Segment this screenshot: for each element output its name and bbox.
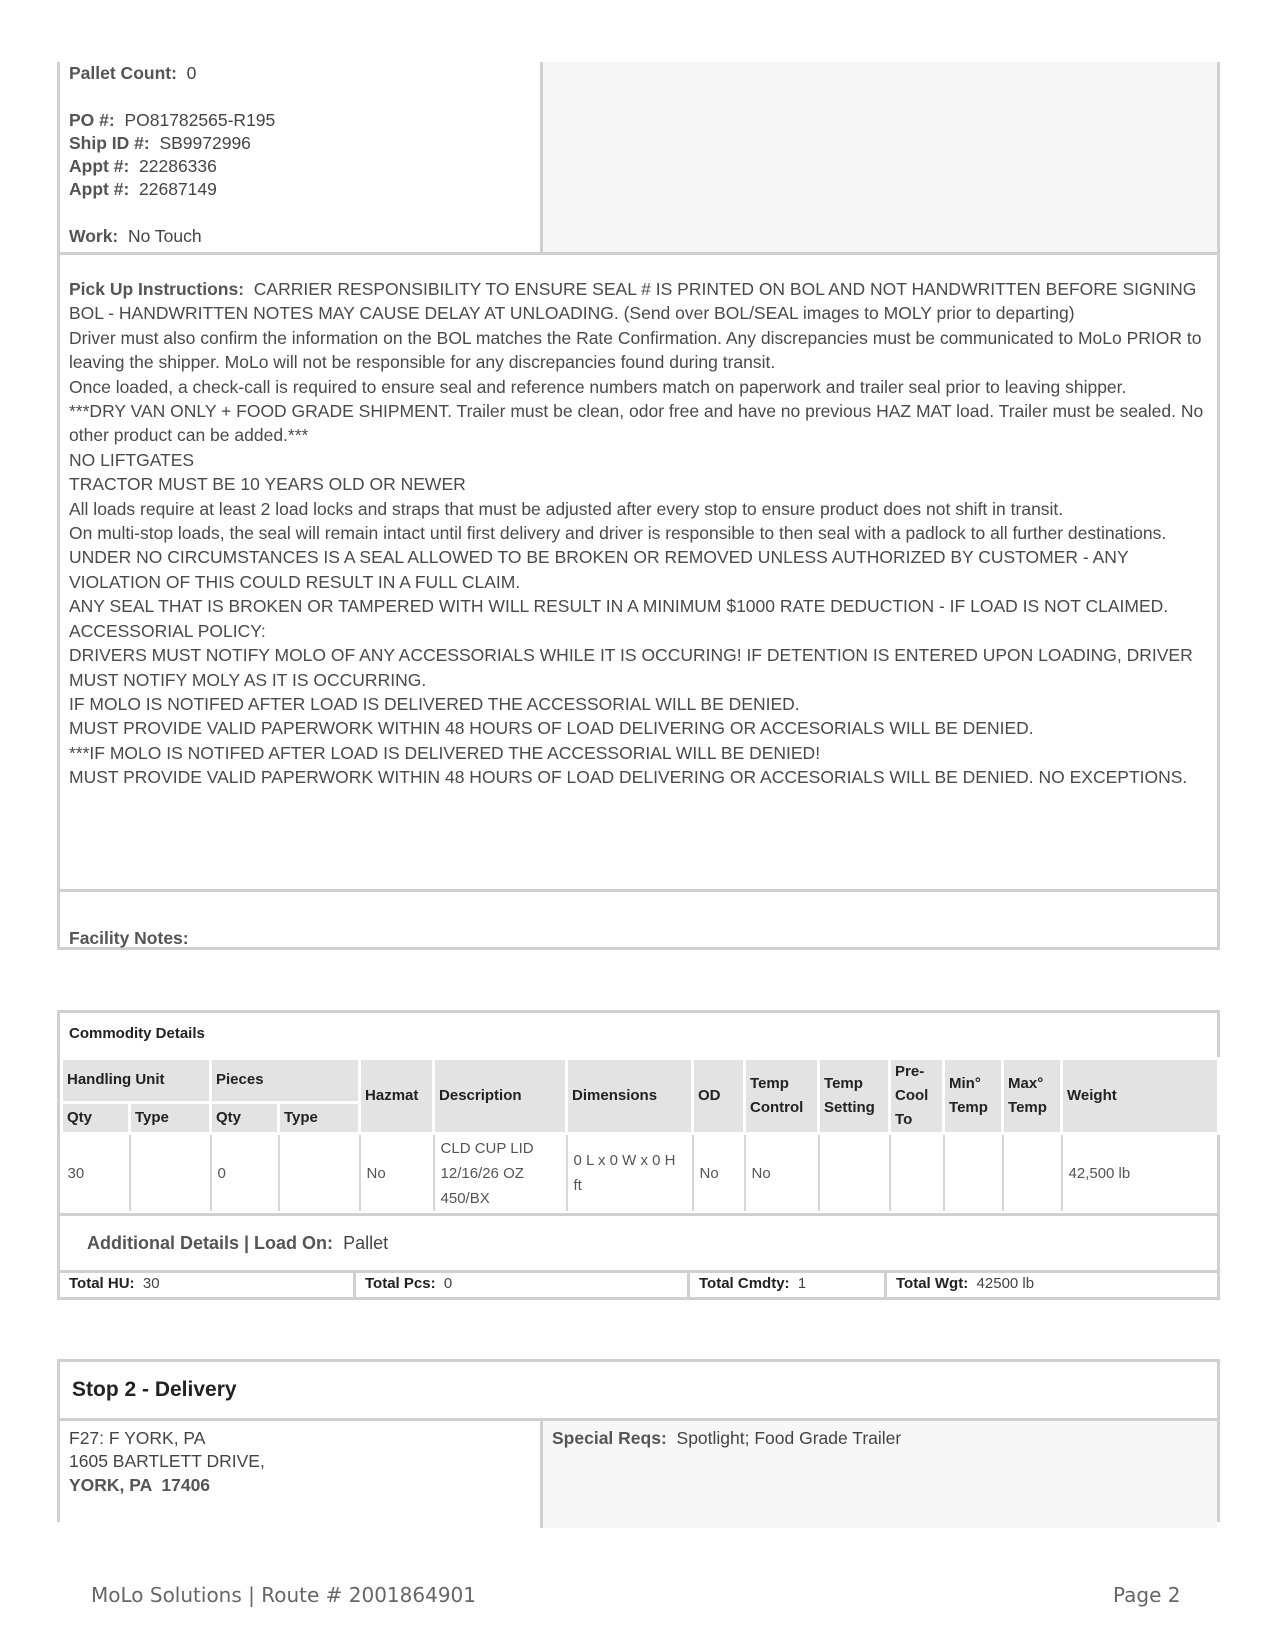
pre-cool-header: Pre-Cool To xyxy=(890,1059,944,1134)
instruction-line: Once loaded, a check-call is required to ensure seal and reference numbers match on paperwork and trailer seal prior to leaving shipper. xyxy=(69,376,1127,397)
instruction-line: On multi-stop loads, the seal will remain intact until first delivery and driver is responsible to then seal with a padlock to all further destinations. xyxy=(69,523,1167,544)
instruction-line: Driver must also confirm the information on the BOL matches the Rate Confirmation. Any discrepancies must be communicated to MoLo PRIOR to leaving the shipper. MoLo will not be responsible for any discrepancies found during transit. xyxy=(69,327,1202,373)
pcs-qty-header: Qty xyxy=(211,1102,279,1133)
min-temp-header: Min° Temp xyxy=(944,1059,1003,1134)
hu-type-header: Type xyxy=(130,1102,211,1133)
weight-header: Weight xyxy=(1062,1059,1219,1134)
special-reqs-value: Spotlight; Food Grade Trailer xyxy=(676,1428,902,1448)
instructions-label: Pick Up Instructions: xyxy=(69,279,245,299)
special-reqs-label: Special Reqs: xyxy=(552,1428,667,1448)
total-cmdty-value: 1 xyxy=(797,1275,807,1292)
temp-setting-cell xyxy=(819,1134,890,1212)
additional-details-text xyxy=(87,1233,388,1254)
work-row xyxy=(69,225,540,248)
weight-cell: 42,500 lb xyxy=(1068,1164,1131,1182)
stop2-body xyxy=(60,1418,1217,1528)
pcs-type-header: Type xyxy=(279,1102,360,1133)
instruction-line: All loads require at least 2 load locks and straps that must be adjusted after every stop to ensure product does not shift in transit. xyxy=(69,498,1064,519)
page-number: Page 2 xyxy=(1113,1583,1181,1607)
pcs-qty-cell: 0 xyxy=(211,1134,279,1212)
footer-route: MoLo Solutions | Route # 2001864901 xyxy=(91,1583,476,1607)
od-cell: No xyxy=(693,1134,745,1212)
instruction-line: MUST PROVIDE VALID PAPERWORK WITHIN 48 HOURS OF LOAD DELIVERING OR ACCESORIALS WILL BE DENIED. NO EXCEPTIONS. xyxy=(69,767,1188,788)
pallet-count-label: Pallet Count: xyxy=(69,63,177,83)
dimensions-header: Dimensions xyxy=(567,1059,693,1134)
temp-control-header: Temp Control xyxy=(745,1059,819,1134)
total-wgt xyxy=(887,1270,1217,1297)
ship-id-label: Ship ID #: xyxy=(69,132,150,153)
additional-details-label: Additional Details | Load On: xyxy=(87,1233,334,1253)
total-hu xyxy=(60,1270,356,1297)
instructions-first-text: CARRIER RESPONSIBILITY TO ENSURE SEAL # IS PRINTED ON BOL AND NOT HANDWRITTEN BEFORE SIGNING BOL - HANDWRITTEN NOTES MAY CAUSE DELAY AT UNLOADING. (Send over BOL/SEAL images to MOLY prior to departing) xyxy=(69,279,1197,324)
totals-row xyxy=(60,1270,1217,1297)
hu-qty-header: Qty xyxy=(62,1102,130,1133)
instruction-line: ANY SEAL THAT IS BROKEN OR TAMPERED WITH WILL RESULT IN A MINIMUM $1000 RATE DEDUCTION - IF LOAD IS NOT CLAIMED. xyxy=(69,596,1169,617)
max-temp-cell xyxy=(1003,1134,1062,1212)
appt-label-1: Appt #: xyxy=(69,156,130,177)
pickup-instructions xyxy=(69,277,1209,790)
total-hu-label: Total HU: xyxy=(69,1275,135,1292)
total-cmdty-label: Total Cmdty: xyxy=(699,1275,790,1292)
ship-id-value: SB9972996 xyxy=(159,132,251,153)
pre-cool-cell xyxy=(890,1134,944,1212)
pallet-count-value: 0 xyxy=(186,63,197,83)
hu-qty-cell: 30 xyxy=(62,1134,130,1212)
instruction-line: ***IF MOLO IS NOTIFED AFTER LOAD IS DELIVERED THE ACCESSORIAL WILL BE DENIED! xyxy=(69,742,821,763)
instruction-line: ***DRY VAN ONLY + FOOD GRADE SHIPMENT. Trailer must be clean, odor free and have no previous HAZ MAT load. Trailer must be sealed. No other product can be added.*** xyxy=(69,401,1204,446)
facility-notes-label: Facility Notes: xyxy=(69,928,189,948)
divider xyxy=(60,252,1217,255)
hazmat-cell: No xyxy=(360,1134,434,1212)
instruction-line: MUST PROVIDE VALID PAPERWORK WITHIN 48 HOURS OF LOAD DELIVERING OR ACCESORIALS WILL BE DENIED. xyxy=(69,718,1034,739)
stop2-delivery-section xyxy=(57,1359,1220,1522)
load-on-value: Pallet xyxy=(343,1233,389,1253)
appt-label-2: Appt #: xyxy=(69,179,130,200)
stop2-address xyxy=(69,1427,265,1497)
pcs-type-cell xyxy=(279,1134,360,1212)
instruction-line: UNDER NO CIRCUMSTANCES IS A SEAL ALLOWED TO BE BROKEN OR REMOVED UNLESS AUTHORIZED BY CUSTOMER - ANY VIOLATION OF THIS COULD RESULT IN A FULL CLAIM. xyxy=(69,547,1129,592)
instructions-first-paragraph xyxy=(69,277,1209,326)
pallet-count-row xyxy=(69,62,540,85)
stop2-title: Stop 2 - Delivery xyxy=(72,1378,237,1401)
temp-setting-header: Temp Setting xyxy=(819,1059,890,1134)
total-hu-value: 30 xyxy=(142,1275,160,1292)
top-right-empty-panel xyxy=(540,62,1217,252)
address-line-2: 1605 BARTLETT DRIVE, xyxy=(69,1451,265,1472)
od-header: OD xyxy=(693,1059,745,1134)
commodity-table xyxy=(60,1057,1220,1211)
address-line-1: F27: F YORK, PA xyxy=(69,1428,206,1448)
max-temp-header: Max° Temp xyxy=(1003,1059,1062,1134)
hazmat-header: Hazmat xyxy=(360,1059,434,1134)
instruction-line: ACCESSORIAL POLICY: xyxy=(69,620,266,641)
work-value: No Touch xyxy=(128,226,202,247)
total-pcs-value: 0 xyxy=(443,1275,453,1292)
ship-id-row xyxy=(69,132,540,155)
temp-control-cell: No xyxy=(745,1134,819,1212)
city-state-zip: YORK, PA 17406 xyxy=(69,1474,211,1495)
instruction-line: TRACTOR MUST BE 10 YEARS OLD OR NEWER xyxy=(69,474,466,495)
special-reqs-panel xyxy=(540,1421,1217,1528)
hu-type-cell xyxy=(130,1134,211,1212)
dimensions-cell: 0 L x 0 W x 0 H ft xyxy=(567,1134,693,1212)
commodity-details-title: Commodity Details xyxy=(69,1025,205,1042)
commodity-details-section xyxy=(57,1010,1220,1300)
appt-row-2 xyxy=(69,178,540,201)
po-label: PO #: xyxy=(69,109,115,130)
description-header: Description xyxy=(434,1059,567,1134)
description-cell: CLD CUP LID 12/16/26 OZ 450/BX xyxy=(434,1134,567,1212)
total-cmdty xyxy=(690,1270,887,1297)
instruction-line: NO LIFTGATES xyxy=(69,449,195,470)
appt-value-2: 22687149 xyxy=(139,179,217,200)
pieces-header: Pieces xyxy=(211,1059,360,1103)
instruction-line: DRIVERS MUST NOTIFY MOLO OF ANY ACCESSORIALS WHILE IT IS OCCURING! IF DETENTION IS ENTERED UPON LOADING, DRIVER MUST NOTIFY MOLY AS IT IS OCCURRING. xyxy=(69,645,1193,690)
additional-details-row xyxy=(60,1213,1217,1273)
appt-row-1 xyxy=(69,155,540,178)
appt-value-1: 22286336 xyxy=(139,156,217,177)
total-pcs-label: Total Pcs: xyxy=(365,1275,436,1292)
total-wgt-label: Total Wgt: xyxy=(896,1275,969,1292)
total-pcs xyxy=(356,1270,690,1297)
instruction-line: IF MOLO IS NOTIFED AFTER LOAD IS DELIVERED THE ACCESSORIAL WILL BE DENIED. xyxy=(69,693,800,714)
handling-unit-header: Handling Unit xyxy=(62,1059,211,1103)
min-temp-cell xyxy=(944,1134,1003,1212)
divider xyxy=(60,889,1217,892)
table-row xyxy=(62,1134,1219,1212)
stop1-details-section xyxy=(57,62,1220,950)
po-value: PO81782565-R195 xyxy=(124,109,276,130)
load-reference-panel xyxy=(60,62,540,252)
po-row xyxy=(69,109,540,132)
work-label: Work: xyxy=(69,226,119,247)
total-wgt-value: 42500 lb xyxy=(976,1275,1035,1292)
